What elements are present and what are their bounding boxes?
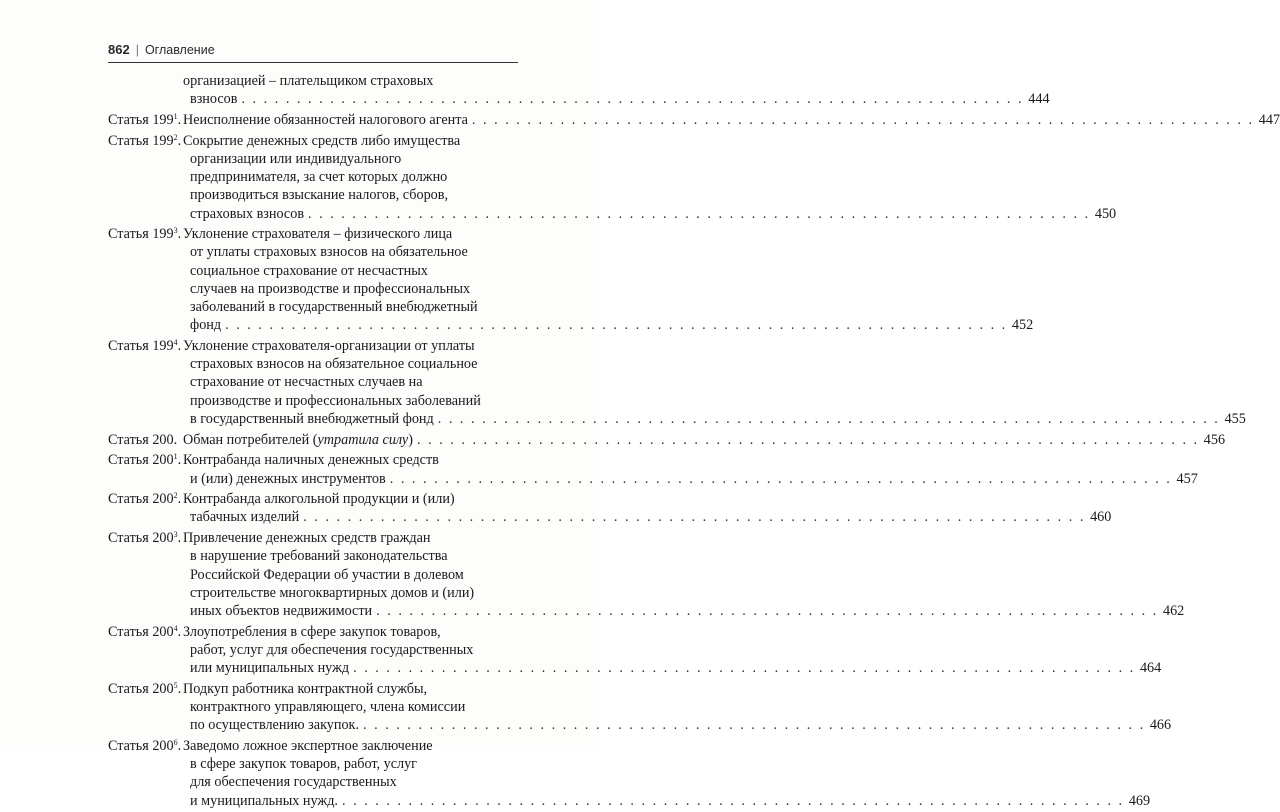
entry-text: производстве и профессиональных заболеваний xyxy=(190,392,481,409)
article-label xyxy=(108,623,182,641)
entry-title-line xyxy=(183,392,518,410)
entry-text: иных объектов недвижимости xyxy=(190,603,373,619)
entry-title-line xyxy=(183,431,1226,449)
entry-title-text xyxy=(190,792,338,810)
entry-title-text xyxy=(183,111,468,129)
dot-leader: . . . . . . . . . . . . . . . . . . . . . . . . . . . . . . . . . . . . . . . . . . . . . . . . . . . . . . . . . . . . . . . . . . . . . . . xyxy=(363,717,1146,734)
entry-page-number[interactable]: 457 xyxy=(1176,470,1198,487)
entry-text: Уклонение страхователя-организации от уплаты xyxy=(183,338,475,354)
article-label xyxy=(108,490,182,508)
article-label xyxy=(108,451,182,469)
entry-title-line xyxy=(183,132,518,150)
article-superscript: 2 xyxy=(173,132,178,142)
paren-close: ) xyxy=(408,431,413,448)
article-label xyxy=(108,680,182,698)
entry-title-text xyxy=(190,263,428,279)
entry-page-number[interactable]: 444 xyxy=(1028,91,1050,108)
toc-entry[interactable] xyxy=(108,225,1034,334)
label-dot: . xyxy=(177,452,182,469)
entry-title xyxy=(183,623,1162,678)
entry-title-line xyxy=(183,755,518,773)
entry-title xyxy=(183,225,1034,334)
entry-title-text xyxy=(190,642,473,658)
entry-title-line xyxy=(183,262,518,280)
entry-text: строительстве многоквартирных домов и (или) xyxy=(190,584,475,601)
entry-title-line xyxy=(183,716,1172,734)
toc-entry[interactable] xyxy=(108,337,1246,428)
entry-text: организации или индивидуального xyxy=(190,150,402,167)
entry-title-text xyxy=(183,624,441,640)
entry-page-number[interactable]: 450 xyxy=(1094,205,1117,222)
toc-entry[interactable] xyxy=(108,529,1185,620)
label-dot: . xyxy=(177,111,182,128)
entry-title-text xyxy=(190,187,448,203)
entry-title-line xyxy=(183,72,518,90)
entry-page-number[interactable]: 462 xyxy=(1162,603,1185,619)
entry-title-text xyxy=(183,338,475,354)
entry-text: Неисполнение обязанностей налогового агента xyxy=(183,111,468,128)
entry-title-text xyxy=(183,491,455,507)
article-label xyxy=(108,737,182,755)
entry-title-text xyxy=(190,316,221,334)
toc-entry[interactable] xyxy=(108,490,1112,526)
entry-text: контрактного управляющего, члена комиссии xyxy=(190,699,466,716)
entry-title-line xyxy=(183,490,518,508)
entry-text: и (или) денежных инструментов xyxy=(190,470,386,487)
entry-title-line xyxy=(183,298,518,316)
page-number: 862 xyxy=(108,42,130,57)
toc-entry[interactable] xyxy=(108,451,1198,487)
entry-title-text xyxy=(183,452,439,468)
entry-title-line xyxy=(183,168,518,186)
article-label-text: Статья 200 xyxy=(108,738,174,755)
article-label-text: Статья 200 xyxy=(108,452,174,469)
entry-page-number[interactable]: 452 xyxy=(1011,317,1034,334)
entry-title-line xyxy=(183,355,518,373)
entry-title-line xyxy=(183,186,518,204)
label-dot: . xyxy=(177,623,182,640)
entry-page-number[interactable]: 464 xyxy=(1139,660,1162,677)
entry-title xyxy=(183,111,1280,129)
dot-leader: . . . . . . . . . . . . . . . . . . . . . . . . . . . . . . . . . . . . . . . . . . . . . . . . . . . . . . . . . . . . . . . . . . . . . . . xyxy=(241,91,1024,108)
entry-title-text xyxy=(190,756,417,772)
article-label xyxy=(108,225,182,243)
article-superscript: 2 xyxy=(173,491,178,501)
entry-title-line xyxy=(183,410,1246,428)
entry-title-line xyxy=(183,584,518,602)
entry-title xyxy=(183,132,1117,223)
entry-title-text xyxy=(190,281,470,297)
italic-note: утратила силу xyxy=(317,431,409,448)
entry-title-text xyxy=(183,530,430,546)
entry-title-line xyxy=(183,316,1034,334)
entry-text: работ, услуг для обеспечения государственных xyxy=(190,641,474,658)
entry-title-line xyxy=(183,698,518,716)
entry-title-line xyxy=(183,280,518,298)
entry-text: Контрабанда наличных денежных средств xyxy=(183,452,439,469)
entry-text: Уклонение страхователя – физического лица xyxy=(183,226,453,243)
entry-text: в государственный внебюджетный фонд xyxy=(190,410,434,427)
entry-title xyxy=(183,337,1246,428)
entry-title-line xyxy=(183,680,518,698)
entry-text: фонд xyxy=(190,317,222,334)
entry-title-line xyxy=(183,337,518,355)
entry-title-line xyxy=(183,641,518,659)
entry-text: или муниципальных нужд xyxy=(190,660,350,677)
dot-leader: . . . . . . . . . . . . . . . . . . . . . . . . . . . . . . . . . . . . . . . . . . . . . . . . . . . . . . . . . . . . . . . . . . . . . . . xyxy=(416,431,1200,448)
entry-title-line xyxy=(183,602,1185,620)
article-superscript: 1 xyxy=(173,452,178,462)
toc-entry[interactable] xyxy=(108,431,1226,449)
entry-title-text xyxy=(190,548,448,564)
entry-text: Сокрытие денежных средств либо имущества xyxy=(183,132,461,149)
entry-title-text xyxy=(183,226,452,242)
toc-entry[interactable] xyxy=(108,132,1117,223)
article-label-text: Статья 199 xyxy=(108,132,174,149)
entry-title xyxy=(183,451,1198,487)
entry-title-text xyxy=(190,205,304,223)
entry-title xyxy=(183,431,1226,449)
entry-text: Обман потребителей xyxy=(183,431,310,448)
article-superscript: 3 xyxy=(173,530,178,540)
dot-leader: . . . . . . . . . . . . . . . . . . . . . . . . . . . . . . . . . . . . . . . . . . . . . . . . . . . . . . . . . . . . . . . . . . . . . . . xyxy=(353,660,1136,677)
entry-title xyxy=(183,72,1050,108)
dot-leader: . . . . . . . . . . . . . . . . . . . . . . . . . . . . . . . . . . . . . . . . . . . . . . . . . . . . . . . . . . . . . . . . . . . . . . . xyxy=(437,410,1220,427)
dot-leader: . . . . . . . . . . . . . . . . . . . . . . . . . . . . . . . . . . . . . . . . . . . . . . . . . . . . . . . . . . . . . . . . . . . . . . . xyxy=(376,603,1159,619)
entry-title-text xyxy=(190,169,447,185)
entry-page-number[interactable]: 447 xyxy=(1258,111,1280,128)
entry-title-text xyxy=(190,356,477,372)
label-dot: . xyxy=(177,680,182,697)
entry-text: по осуществлению закупок. xyxy=(190,717,359,734)
entry-title-text xyxy=(190,659,349,677)
entry-title-text xyxy=(190,699,465,715)
entry-title-text xyxy=(190,410,434,428)
entry-title-line xyxy=(183,205,1117,223)
table-of-contents xyxy=(108,72,1280,812)
entry-page-number[interactable]: 456 xyxy=(1203,431,1226,448)
header-rule xyxy=(108,62,518,63)
entry-title xyxy=(183,490,1112,526)
entry-text: в нарушение требований законодательства xyxy=(190,548,448,565)
article-label-text: Статья 199 xyxy=(108,338,174,354)
article-label xyxy=(108,132,182,150)
entry-text: предпринимателя, за счет которых должно xyxy=(190,169,448,186)
article-superscript: 3 xyxy=(173,226,178,236)
article-label-text: Статья 200 xyxy=(108,491,174,508)
entry-text: взносов xyxy=(190,91,238,108)
label-dot: . xyxy=(177,738,182,755)
dot-leader: . . . . . . . . . . . . . . . . . . . . . . . . . . . . . . . . . . . . . . . . . . . . . . . . . . . . . . . . . . . . . . . . . . . . . . . xyxy=(471,111,1255,128)
entry-title-line xyxy=(183,566,518,584)
entry-page-number[interactable]: 466 xyxy=(1149,717,1172,734)
toc-entry[interactable] xyxy=(108,680,1172,735)
entry-title-text xyxy=(190,151,401,167)
entry-title-line xyxy=(183,451,518,469)
article-superscript: 1 xyxy=(173,111,178,121)
label-dot: . xyxy=(177,530,182,547)
label-dot: . xyxy=(177,491,182,508)
entry-title-line xyxy=(183,508,1112,526)
entry-title-text xyxy=(190,299,478,315)
entry-text: производиться взыскание налогов, сборов, xyxy=(190,187,449,204)
entry-text: в сфере закупок товаров, работ, услуг xyxy=(190,756,417,773)
dot-leader: . . . . . . . . . . . . . . . . . . . . . . . . . . . . . . . . . . . . . . . . . . . . . . . . . . . . . . . . . . . . . . . . . . . . . . . xyxy=(341,792,1125,809)
entry-text: и муниципальных нужд. xyxy=(190,792,338,809)
entry-title-line xyxy=(183,150,518,168)
article-label-text: Статья 200 xyxy=(108,530,174,547)
article-superscript: 5 xyxy=(173,680,178,690)
dot-leader: . . . . . . . . . . . . . . . . . . . . . . . . . . . . . . . . . . . . . . . . . . . . . . . . . . . . . . . . . . . . . . . . . . . . . . . xyxy=(303,509,1086,526)
header-title: Оглавление xyxy=(144,43,215,57)
entry-page-number[interactable]: 455 xyxy=(1224,410,1246,427)
entry-title-text xyxy=(190,774,397,790)
entry-page-number[interactable]: 469 xyxy=(1128,792,1151,809)
entry-title-text xyxy=(190,244,468,260)
entry-title-text xyxy=(190,602,372,620)
running-header xyxy=(108,42,518,62)
entry-text: Российской Федерации об участии в долевом xyxy=(190,566,464,583)
article-label xyxy=(108,529,182,547)
entry-title-line xyxy=(183,225,518,243)
entry-title-text xyxy=(183,133,460,149)
dot-leader: . . . . . . . . . . . . . . . . . . . . . . . . . . . . . . . . . . . . . . . . . . . . . . . . . . . . . . . . . . . . . . . . . . . . . . . xyxy=(308,205,1091,222)
entry-title-text xyxy=(190,585,474,601)
article-label-text: Статья 200 xyxy=(108,680,174,697)
entry-title-text xyxy=(190,374,423,390)
entry-text: Злоупотребления в сфере закупок товаров, xyxy=(183,623,441,640)
entry-text: Заведомо ложное экспертное заключение xyxy=(183,738,433,755)
article-label-text: Статья 200. xyxy=(108,431,178,448)
entry-title-text xyxy=(183,431,413,449)
article-label xyxy=(108,111,182,129)
entry-text: случаев на производстве и профессиональных xyxy=(190,280,471,297)
entry-title-line xyxy=(183,773,518,791)
entry-title-line xyxy=(183,737,518,755)
entry-title-line xyxy=(183,659,1162,677)
article-label-text: Статья 199 xyxy=(108,111,174,128)
article-label xyxy=(108,337,182,355)
entry-text: организацией – плательщиком страховых xyxy=(183,73,434,89)
entry-text: Подкуп работника контрактной службы, xyxy=(183,680,428,697)
entry-text: Привлечение денежных средств граждан xyxy=(183,530,431,547)
label-dot: . xyxy=(177,132,182,149)
entry-text: заболеваний в государственный внебюджетный xyxy=(190,299,478,316)
entry-title-line xyxy=(183,90,1050,108)
entry-title-text xyxy=(190,393,481,409)
paren-open: ( xyxy=(309,431,318,448)
entry-title-line xyxy=(183,792,1151,810)
article-label xyxy=(108,431,178,449)
toc-entry[interactable] xyxy=(108,737,1151,810)
entry-text: от уплаты страховых взносов на обязательное xyxy=(190,244,468,261)
toc-entry[interactable] xyxy=(108,623,1162,678)
article-superscript: 4 xyxy=(173,338,178,347)
entry-title xyxy=(183,737,1151,810)
entry-title-text xyxy=(190,90,237,108)
entry-page-number[interactable]: 460 xyxy=(1090,509,1112,526)
entry-title-text xyxy=(183,681,427,697)
dot-leader: . . . . . . . . . . . . . . . . . . . . . . . . . . . . . . . . . . . . . . . . . . . . . . . . . . . . . . . . . . . . . . . . . . . . . . . xyxy=(225,317,1008,334)
article-label-text: Статья 200 xyxy=(108,623,174,640)
entry-text: страховых взносов xyxy=(190,205,305,222)
toc-entry[interactable] xyxy=(108,72,1050,108)
entry-text: страховых взносов на обязательное социальное xyxy=(190,356,478,373)
entry-title-text xyxy=(190,508,299,526)
entry-title-line xyxy=(183,470,1198,488)
entry-text: страхование от несчастных случаев на xyxy=(190,374,423,391)
entry-title-text xyxy=(190,716,359,734)
entry-title-text xyxy=(183,73,433,89)
entry-title-line xyxy=(183,529,518,547)
article-superscript: 4 xyxy=(173,623,178,633)
entry-title-text xyxy=(190,567,464,583)
entry-title xyxy=(183,680,1172,735)
header-separator: | xyxy=(135,43,139,57)
entry-text: для обеспечения государственных xyxy=(190,774,397,791)
entry-title-line xyxy=(183,373,518,391)
entry-title-line xyxy=(183,623,518,641)
entry-text: Контрабанда алкогольной продукции и (или) xyxy=(183,491,455,508)
entry-title-line xyxy=(183,111,1280,129)
label-dot: . xyxy=(177,226,182,243)
label-dot: . xyxy=(177,338,182,354)
entry-title-text xyxy=(190,470,386,488)
article-label-text: Статья 199 xyxy=(108,226,174,243)
entry-title xyxy=(183,529,1185,620)
article-superscript: 6 xyxy=(173,738,178,748)
entry-text: табачных изделий xyxy=(190,509,300,526)
entry-title-line xyxy=(183,547,518,565)
entry-text: социальное страхование от несчастных xyxy=(190,262,428,279)
entry-title-text xyxy=(183,738,433,754)
entry-title-line xyxy=(183,243,518,261)
dot-leader: . . . . . . . . . . . . . . . . . . . . . . . . . . . . . . . . . . . . . . . . . . . . . . . . . . . . . . . . . . . . . . . . . . . . . . . xyxy=(389,470,1172,487)
toc-entry[interactable] xyxy=(108,111,1280,129)
